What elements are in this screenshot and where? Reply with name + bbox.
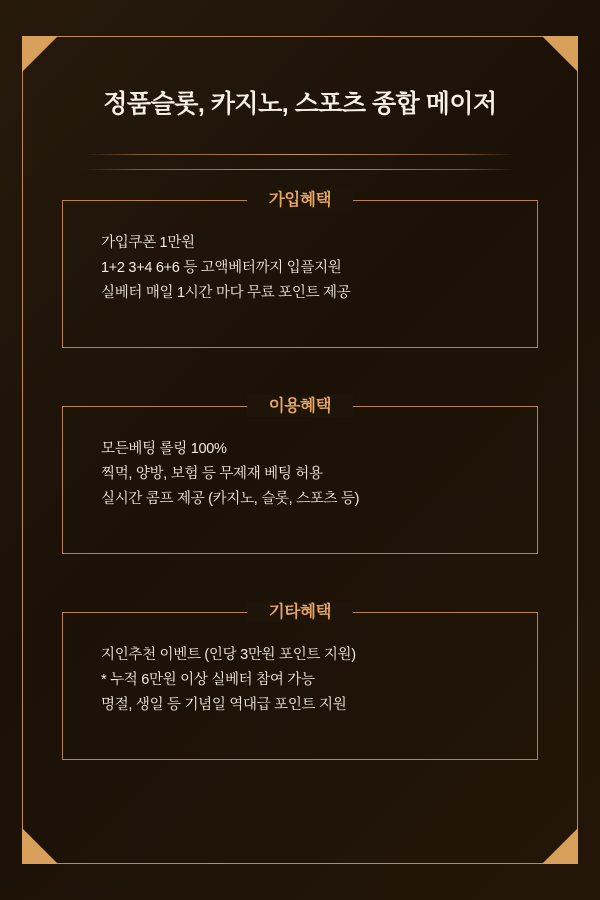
benefit-line: 1+2 3+4 6+6 등 고액베터까지 입플지원	[101, 260, 342, 276]
benefit-heading-wrap	[63, 189, 537, 211]
benefit-line: 찍먹, 양방, 보험 등 무제재 베팅 허용	[101, 466, 323, 482]
benefit-box	[62, 603, 538, 760]
benefit-line: 실베터 매일 1시간 마다 무료 포인트 제공	[101, 285, 351, 301]
benefit-heading-wrap	[63, 601, 537, 623]
benefit-line: * 누적 6만원 이상 실베터 참여 가능	[101, 672, 315, 688]
page-title: 정품슬롯, 카지노, 스포츠 종합 메이저	[103, 90, 497, 118]
benefit-box	[62, 191, 538, 348]
benefit-heading-wrap	[63, 395, 537, 417]
divider-line-1	[85, 154, 515, 155]
benefit-heading: 가입혜택	[247, 189, 354, 211]
benefit-line: 모든베팅 롤링 100%	[101, 441, 227, 457]
benefit-line-list	[101, 231, 537, 306]
benefit-line: 명절, 생일 등 기념일 역대급 포인트 지원	[101, 697, 347, 713]
benefit-box	[62, 397, 538, 554]
benefit-section-usage	[62, 397, 538, 554]
benefit-line: 가입쿠폰 1만원	[101, 235, 195, 251]
benefit-line-list	[101, 437, 537, 512]
benefit-section-signup	[62, 191, 538, 348]
benefit-line: 지인추천 이벤트 (인당 3만원 포인트 지원)	[101, 647, 356, 663]
title-dividers	[56, 154, 544, 170]
benefit-sections	[56, 191, 544, 760]
benefit-heading: 기타혜택	[247, 601, 354, 623]
benefit-heading: 이용혜택	[247, 395, 354, 417]
divider-line-2	[85, 169, 515, 170]
benefit-section-other	[62, 603, 538, 760]
benefit-line: 실시간 콤프 제공 (카지노, 슬롯, 스포츠 등)	[101, 491, 360, 507]
benefit-line-list	[101, 643, 537, 718]
poster-content	[22, 36, 578, 864]
